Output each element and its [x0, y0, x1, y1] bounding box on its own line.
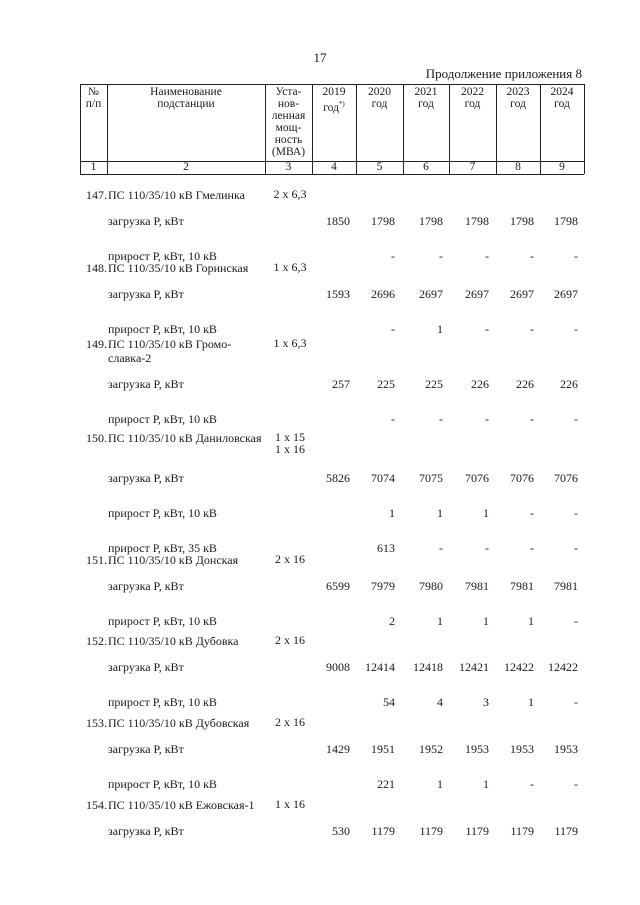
metric-label: загрузка Р, кВт — [108, 579, 184, 593]
metric-value: 12414 — [365, 660, 395, 674]
metric-value: 1179 — [465, 824, 489, 838]
installed-capacity: 1 х 6,3 — [273, 336, 307, 350]
column-index: 5 — [376, 161, 383, 173]
metric-value: - — [530, 412, 534, 426]
column-index: 7 — [469, 161, 476, 173]
installed-capacity: 1 х 15 1 х 16 — [275, 430, 305, 456]
metric-value: 226 — [560, 377, 578, 391]
metric-value: - — [574, 777, 578, 791]
substation-number: 151. — [86, 553, 107, 567]
metric-value: 225 — [377, 377, 395, 391]
metric-value: - — [530, 777, 534, 791]
metric-value: 1798 — [419, 214, 443, 228]
metric-value: 7075 — [419, 471, 443, 485]
metric-value: 1798 — [465, 214, 489, 228]
metric-label: прирост Р, кВт, 10 кВ — [108, 695, 217, 709]
metric-value: - — [391, 249, 395, 263]
metric-label: прирост Р, кВт, 10 кВ — [108, 614, 217, 628]
header-2019 — [312, 86, 356, 114]
substation-name: ПС 110/35/10 кВ Гмелинка — [108, 188, 245, 202]
metric-value: 12418 — [413, 660, 443, 674]
metric-value: - — [485, 541, 489, 555]
substation-number: 153. — [86, 716, 107, 730]
substation-name: ПС 110/35/10 кВ Ежовская-1 — [108, 798, 255, 812]
metric-value: 1798 — [371, 214, 395, 228]
metric-label: прирост Р, кВт, 10 кВ — [108, 412, 217, 426]
metric-label: загрузка Р, кВт — [108, 660, 184, 674]
column-index: 3 — [285, 161, 292, 173]
metric-value: 7981 — [465, 579, 489, 593]
header-name: Наименование подстанции — [150, 86, 222, 110]
metric-value: 1 — [483, 777, 489, 791]
substation-name: ПС 110/35/10 кВ Горинская — [108, 261, 249, 275]
header-capacity: Уста- нов- ленная мощ- ность (МВА) — [271, 86, 306, 158]
substation-number: 147. — [86, 188, 107, 202]
metric-label: загрузка Р, кВт — [108, 471, 184, 485]
metric-value: 1798 — [554, 214, 578, 228]
metric-value: - — [574, 541, 578, 555]
column-index: 2 — [183, 161, 189, 173]
metric-value: 7979 — [371, 579, 395, 593]
metric-value: - — [485, 322, 489, 336]
metric-value: 1 — [437, 614, 443, 628]
header-no: № п/п — [85, 86, 102, 110]
metric-label: прирост Р, кВт, 10 кВ — [108, 777, 217, 791]
header-2021: 2021 год — [414, 86, 438, 110]
metric-value: 12421 — [459, 660, 489, 674]
page-number: 17 — [313, 50, 327, 65]
metric-value: - — [574, 506, 578, 520]
metric-value: 1 — [437, 777, 443, 791]
metric-value: - — [574, 249, 578, 263]
metric-value: 1 — [437, 506, 443, 520]
header-top-rule — [80, 84, 584, 85]
metric-value: - — [574, 322, 578, 336]
header-2019-footnote: *) — [338, 100, 345, 108]
metric-label: загрузка Р, кВт — [108, 742, 184, 756]
metric-value: 2696 — [371, 287, 395, 301]
metric-value: 2 — [389, 614, 395, 628]
substation-number: 154. — [86, 798, 107, 812]
metric-value: 7076 — [465, 471, 489, 485]
metric-value: 7980 — [419, 579, 443, 593]
installed-capacity: 2 х 16 — [275, 715, 305, 729]
metric-value: 257 — [332, 377, 350, 391]
metric-value: - — [530, 249, 534, 263]
metric-value: 54 — [383, 695, 395, 709]
metric-value: 7074 — [371, 471, 395, 485]
metric-value: - — [574, 614, 578, 628]
metric-value: - — [574, 412, 578, 426]
substation-name: ПС 110/35/10 кВ Дубовка — [108, 634, 239, 648]
metric-value: 226 — [471, 377, 489, 391]
installed-capacity: 2 х 16 — [275, 633, 305, 647]
column-index: 1 — [90, 161, 97, 173]
metric-value: 12422 — [548, 660, 578, 674]
substation-name: ПС 110/35/10 кВ Дубовская — [108, 716, 250, 730]
metric-value: 530 — [332, 824, 350, 838]
metric-label: загрузка Р, кВт — [108, 377, 184, 391]
substation-number: 150. — [86, 431, 107, 445]
substation-number: 152. — [86, 634, 107, 648]
installed-capacity: 2 х 6,3 — [273, 187, 307, 201]
metric-label: загрузка Р, кВт — [108, 214, 184, 228]
metric-value: - — [439, 412, 443, 426]
metric-label: прирост Р, кВт, 10 кВ — [108, 249, 217, 263]
metric-value: 1429 — [326, 742, 350, 756]
column-index: 4 — [331, 161, 337, 173]
substation-name: ПС 110/35/10 кВ Донская — [108, 553, 239, 567]
metric-value: 1 — [483, 506, 489, 520]
metric-value: - — [530, 322, 534, 336]
header-bottom-rule — [80, 174, 584, 175]
metric-value: 2697 — [554, 287, 578, 301]
metric-value: 1953 — [510, 742, 534, 756]
metric-value: 2697 — [465, 287, 489, 301]
metric-value: 1179 — [419, 824, 443, 838]
metric-value: 1953 — [465, 742, 489, 756]
metric-value: 221 — [377, 777, 395, 791]
metric-value: 1179 — [510, 824, 534, 838]
metric-value: - — [530, 506, 534, 520]
metric-value: - — [485, 249, 489, 263]
metric-value: 4 — [437, 695, 443, 709]
metric-value: 7981 — [554, 579, 578, 593]
column-index: 8 — [515, 161, 521, 173]
metric-value: 1 — [437, 322, 443, 336]
metric-value: 6599 — [326, 579, 350, 593]
metric-value: - — [530, 541, 534, 555]
header-2019-year: 2019 — [322, 86, 346, 98]
metric-value: 1 — [528, 695, 534, 709]
metric-value: - — [574, 695, 578, 709]
substation-name: ПС 110/35/10 кВ Громо- славка-2 — [108, 337, 232, 365]
column-index: 6 — [423, 161, 429, 173]
metric-value: - — [391, 322, 395, 336]
metric-value: 2697 — [419, 287, 443, 301]
metric-value: 1179 — [554, 824, 578, 838]
metric-value: 1 — [528, 614, 534, 628]
metric-label: прирост Р, кВт, 10 кВ — [108, 506, 217, 520]
metric-value: 1850 — [326, 214, 350, 228]
installed-capacity: 2 х 16 — [275, 552, 305, 566]
metric-value: 1593 — [326, 287, 350, 301]
metric-value: - — [439, 541, 443, 555]
header-2023: 2023 год — [506, 86, 530, 110]
metric-value: 613 — [377, 541, 395, 555]
installed-capacity: 1 х 16 — [275, 797, 305, 811]
metric-label: прирост Р, кВт, 10 кВ — [108, 322, 217, 336]
header-2019-unit-text: год — [323, 101, 339, 114]
header-2022: 2022 год — [461, 86, 484, 110]
metric-value: 1952 — [419, 742, 443, 756]
metric-value: 1953 — [554, 742, 578, 756]
continuation-note: Продолжение приложения 8 — [425, 66, 582, 81]
header-2019-unit — [312, 98, 356, 114]
metric-value: 1 — [483, 614, 489, 628]
metric-value: 12422 — [504, 660, 534, 674]
header-2020: 2020 год — [368, 86, 391, 110]
substation-number: 149. — [86, 337, 107, 351]
metric-value: 1798 — [510, 214, 534, 228]
metric-value: 7076 — [510, 471, 534, 485]
metric-value: - — [485, 412, 489, 426]
metric-value: 7076 — [554, 471, 578, 485]
metric-label: загрузка Р, кВт — [108, 824, 184, 838]
header-col-rule — [584, 84, 585, 174]
header-2024: 2024 год — [550, 86, 574, 110]
metric-label: прирост Р, кВт, 35 кВ — [108, 541, 217, 555]
metric-value: - — [439, 249, 443, 263]
metric-value: 226 — [516, 377, 534, 391]
metric-value: - — [391, 412, 395, 426]
column-index: 9 — [559, 161, 565, 173]
substation-number: 148. — [86, 261, 107, 275]
installed-capacity: 1 х 6,3 — [273, 260, 307, 274]
metric-value: 3 — [483, 695, 489, 709]
metric-value: 1179 — [371, 824, 395, 838]
metric-value: 2697 — [510, 287, 534, 301]
metric-value: 5826 — [326, 471, 350, 485]
metric-value: 7981 — [510, 579, 534, 593]
metric-value: 9008 — [326, 660, 350, 674]
metric-label: загрузка Р, кВт — [108, 287, 184, 301]
metric-value: 225 — [425, 377, 443, 391]
metric-value: 1951 — [371, 742, 395, 756]
metric-value: 1 — [389, 506, 395, 520]
substation-name: ПС 110/35/10 кВ Даниловская — [108, 431, 262, 445]
